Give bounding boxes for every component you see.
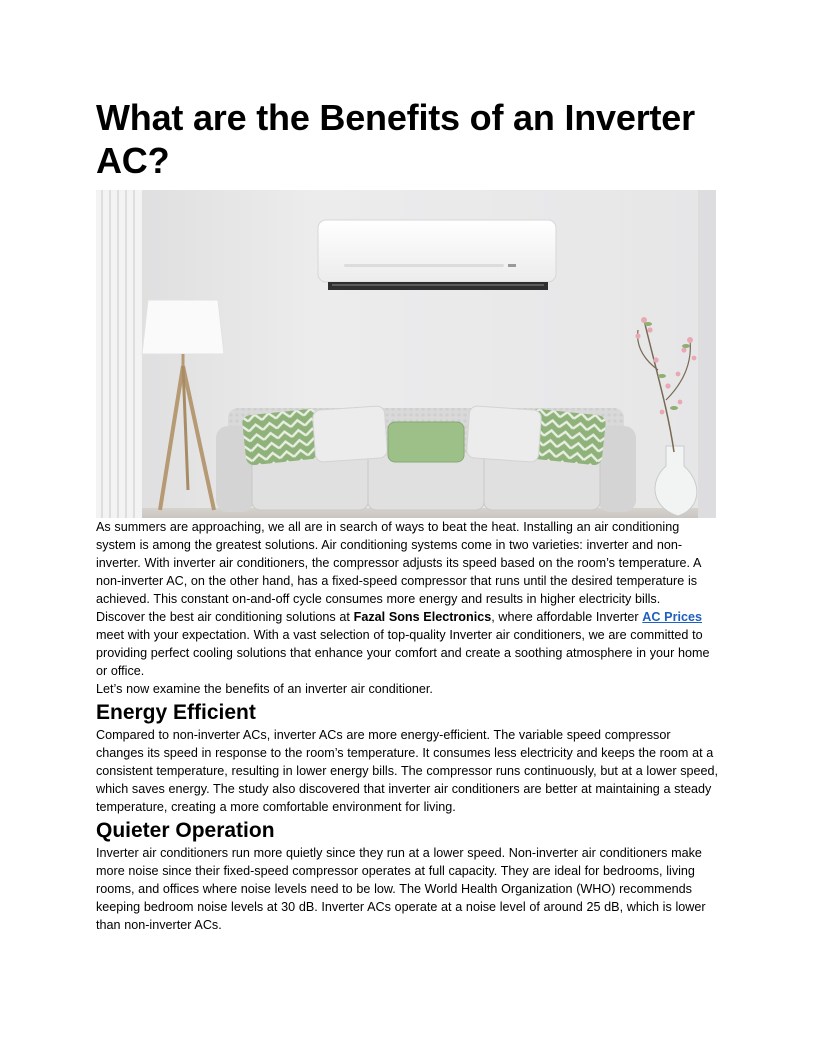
curtain bbox=[96, 190, 142, 518]
intro-paragraph-2 bbox=[96, 608, 720, 680]
section-text-energy-efficient: Compared to non-inverter ACs, inverter ACs are more energy-efficient. The variable speed compressor changes its speed in response to the room’s temperature. It consumes less electricity and keeps the room at a consistent temperature, resulting in lower energy bills. The compressor runs continuously, but at a lower speed, which saves energy. The study also discovered that inverter air conditioners are better at maintaining a steady temperature, creating a more comfortable environment for living. bbox=[96, 728, 719, 814]
brand-name: Fazal Sons Electronics bbox=[353, 610, 492, 624]
intro-paragraph-1: As summers are approaching, we all are in search of ways to beat the heat. Installing an air conditioning system is among the greatest solutions. Air conditioning systems come in two varieties: inverter and non-inverter. With inverter air conditioners, the compressor adjusts its speed based on the room’s temperature. A non-inverter AC, on the other hand, has a fixed-speed compressor that runs until the desired temperature is achieved. This constant on-and-off cycle consumes more energy and results in higher electricity bills. bbox=[96, 520, 701, 606]
section-text-quieter-operation: Inverter air conditioners run more quietly since they run at a lower speed. Non-inverter air conditioners make more noise since their fixed-speed compressor operates at full capacity. They are ideal for bedrooms, living rooms, and offices where noise levels need to be low. The World Health Organization (WHO) recommends keeping bedroom noise levels at 30 dB. Inverter ACs operate at a noise level of around 25 dB, which is lower than non-inverter ACs. bbox=[96, 846, 706, 932]
page-title: What are the Benefits of an Inverter AC? bbox=[96, 97, 695, 181]
section-heading-energy-efficient: Energy Efficient bbox=[96, 701, 256, 724]
air-conditioner-icon bbox=[318, 220, 556, 290]
sofa-icon bbox=[216, 406, 636, 512]
section-heading-quieter-operation: Quieter Operation bbox=[96, 819, 275, 842]
intro-p2-text-a: Discover the best air conditioning solutions at bbox=[96, 610, 354, 624]
intro-p2-text-c: meet with your expectation. With a vast selection of top-quality Inverter air conditioners, we are committed to providing perfect cooling solutions that enhance your comfort and create a soothing atmosphere in your home or office. bbox=[96, 628, 710, 678]
intro-paragraph-3: Let’s now examine the benefits of an inverter air conditioner. bbox=[96, 682, 433, 696]
ac-prices-link[interactable]: AC Prices bbox=[642, 610, 702, 624]
intro-p2-text-b: , where affordable Inverter bbox=[491, 610, 643, 624]
hero-image bbox=[96, 190, 716, 518]
document-page bbox=[96, 96, 720, 934]
